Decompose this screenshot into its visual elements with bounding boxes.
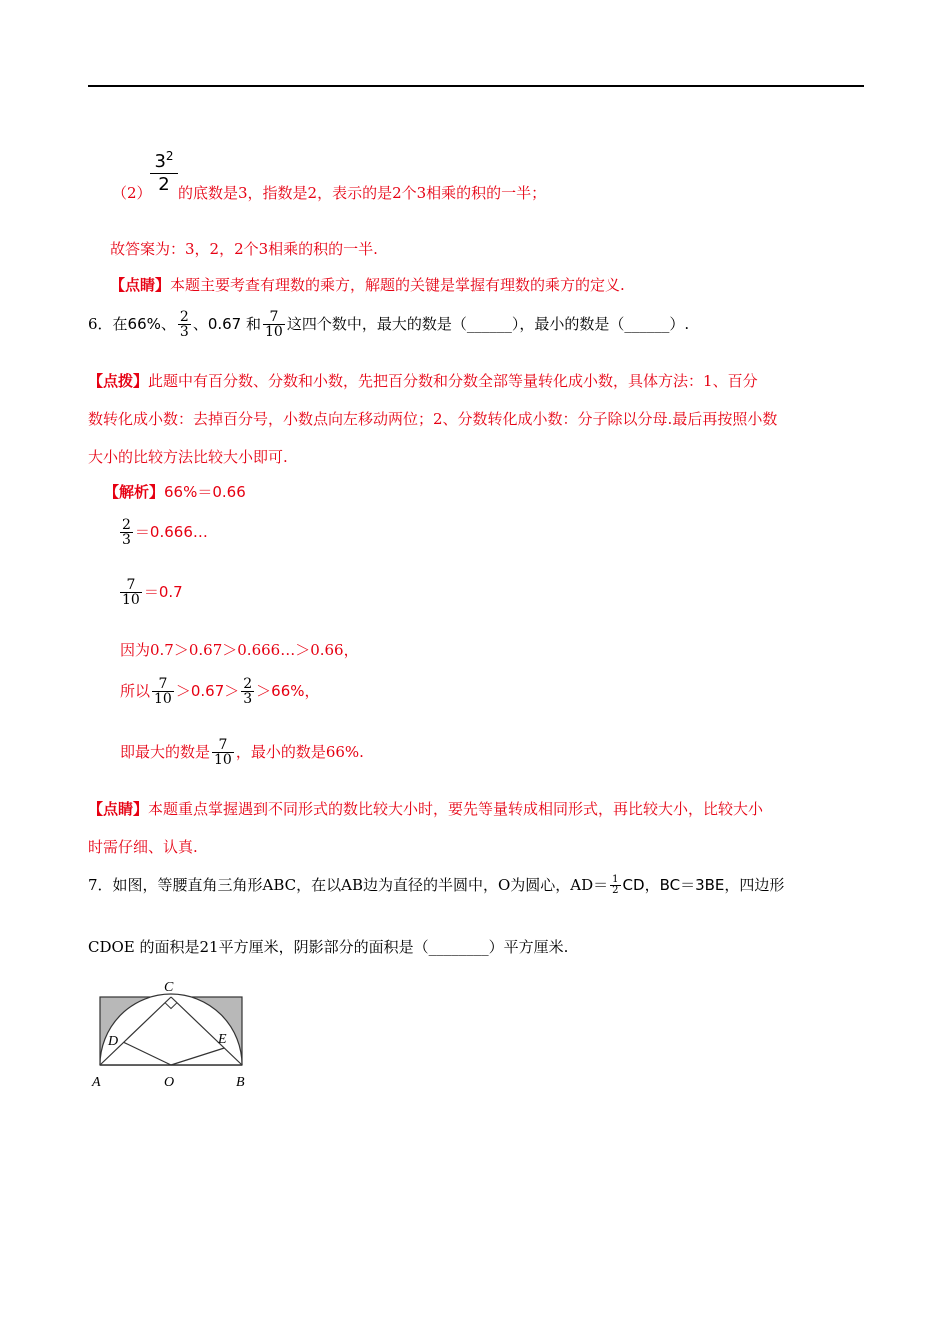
power-exponent: 2 bbox=[165, 149, 174, 163]
header-rule bbox=[88, 85, 864, 87]
q7-text-a: 7．如图，等腰直角三角形ABC，在以AB边为直径的半圆中，O为圆心，AD＝ bbox=[88, 876, 609, 894]
dianbo-line-2: 数转化成小数：去掉百分号，小数点向左移动两位；2、分数转化成小数：分子除以分母.最后再按照小数 bbox=[88, 410, 778, 428]
q6-text-1: 66%、 bbox=[127, 315, 176, 333]
step6-text-b: ，最小的数是66%. bbox=[235, 743, 364, 761]
step3-fraction bbox=[120, 578, 142, 607]
q6-fraction-7-10 bbox=[263, 310, 285, 339]
dianjing-tag: 【点睛】 bbox=[88, 800, 149, 818]
fraction-denominator: 3 bbox=[243, 691, 253, 707]
jiexi-step-4: 因为0.7＞0.67＞0.666…＞0.66， bbox=[120, 641, 359, 659]
fraction-numerator: 1 bbox=[612, 874, 619, 885]
q6-text-3: 这四个数中，最大的数是（______），最小的数是（______）. bbox=[286, 315, 690, 333]
fraction-denominator: 10 bbox=[214, 752, 232, 768]
jiexi-tag: 【解析】 bbox=[104, 483, 165, 501]
step5-text-a: 所以 bbox=[120, 682, 151, 700]
p5-dianjing bbox=[110, 278, 625, 293]
jiexi-step-3 bbox=[118, 578, 183, 607]
q7-figure bbox=[88, 975, 258, 1095]
fraction-denominator: 10 bbox=[122, 592, 140, 608]
label-e: E bbox=[218, 1032, 227, 1047]
fraction-denominator: 10 bbox=[264, 324, 283, 340]
label-d: D bbox=[108, 1034, 119, 1049]
q6-jiexi bbox=[104, 485, 246, 500]
q6-dianjing bbox=[88, 790, 864, 866]
step2-text: ＝0.666… bbox=[134, 523, 208, 541]
jiexi-step-1: 66%＝0.66 bbox=[164, 483, 246, 501]
fraction-numerator: 7 bbox=[269, 309, 279, 325]
dianjing-line-1: 本题重点掌握遇到不同形式的数比较大小时，要先等量转成相同形式，再比较大小，比较大小 bbox=[148, 800, 764, 818]
step5-fraction-7-10 bbox=[152, 677, 174, 706]
fraction-numerator: 7 bbox=[158, 676, 168, 692]
dianjing-line-2: 时需仔细、认真. bbox=[88, 838, 198, 856]
fraction-numerator: 2 bbox=[179, 309, 189, 325]
dianjing-text: 本题主要考查有理数的乘方，解题的关键是掌握有理数的乘方的定义. bbox=[170, 276, 625, 294]
jiexi-step-6 bbox=[120, 738, 364, 767]
step5-text-b: ＞0.67＞ bbox=[175, 682, 240, 700]
part2-text: 的底数是3，指数是2，表示的是2个3相乘的积的一半； bbox=[178, 184, 547, 202]
q6-fraction-2-3 bbox=[178, 310, 191, 339]
label-c: C bbox=[164, 980, 174, 995]
power-denominator: 2 bbox=[158, 174, 170, 195]
part2-label: （2） bbox=[112, 184, 152, 202]
q7-stem-line-2: CDOE 的面积是21平方厘米，阴影部分的面积是（________）平方厘米. bbox=[88, 938, 569, 956]
dianbo-line-3: 大小的比较方法比较大小即可. bbox=[88, 448, 288, 466]
label-b: B bbox=[236, 1075, 245, 1090]
dianjing-tag: 【点睛】 bbox=[110, 276, 171, 294]
answer-line: 故答案为：3，2，2个3相乘的积的一半. bbox=[110, 240, 378, 258]
q7-text-b: CD，BC＝3BE，四边形 bbox=[622, 876, 785, 894]
step2-fraction bbox=[120, 518, 133, 547]
power-expression bbox=[150, 150, 178, 194]
fraction-denominator: 2 bbox=[612, 885, 619, 896]
fraction-numerator: 2 bbox=[122, 517, 131, 533]
power-base: 3 bbox=[154, 151, 166, 172]
label-a: A bbox=[92, 1075, 101, 1090]
q6-text-2: 、0.67 和 bbox=[192, 315, 261, 333]
jiexi-step-2 bbox=[118, 518, 208, 547]
fraction-numerator: 7 bbox=[126, 577, 136, 593]
q6-number: 6．在 bbox=[88, 315, 128, 333]
jiexi-step-5 bbox=[120, 677, 320, 706]
fraction-numerator: 2 bbox=[243, 676, 253, 692]
fraction-numerator: 7 bbox=[218, 737, 228, 753]
q7-fraction-1-2 bbox=[610, 875, 620, 896]
fraction-denominator: 3 bbox=[122, 532, 131, 548]
step6-text-a: 即最大的数是 bbox=[120, 743, 211, 761]
dianbo-tag: 【点拨】 bbox=[88, 372, 149, 390]
fraction-denominator: 10 bbox=[154, 691, 172, 707]
label-o: O bbox=[164, 1075, 175, 1090]
q7-stem-line-1 bbox=[88, 875, 784, 896]
dianbo-line-1: 此题中有百分数、分数和小数，先把百分数和分数全部等量转化成小数，具体方法：1、百分 bbox=[148, 372, 758, 390]
fraction-denominator: 3 bbox=[179, 324, 189, 340]
step3-text: ＝0.7 bbox=[143, 583, 183, 601]
step5-text-c: ＞66%， bbox=[256, 682, 320, 700]
q6-dianbo bbox=[88, 362, 864, 476]
step6-fraction bbox=[212, 738, 234, 767]
q6-stem bbox=[88, 310, 689, 339]
step5-fraction-2-3 bbox=[241, 677, 254, 706]
